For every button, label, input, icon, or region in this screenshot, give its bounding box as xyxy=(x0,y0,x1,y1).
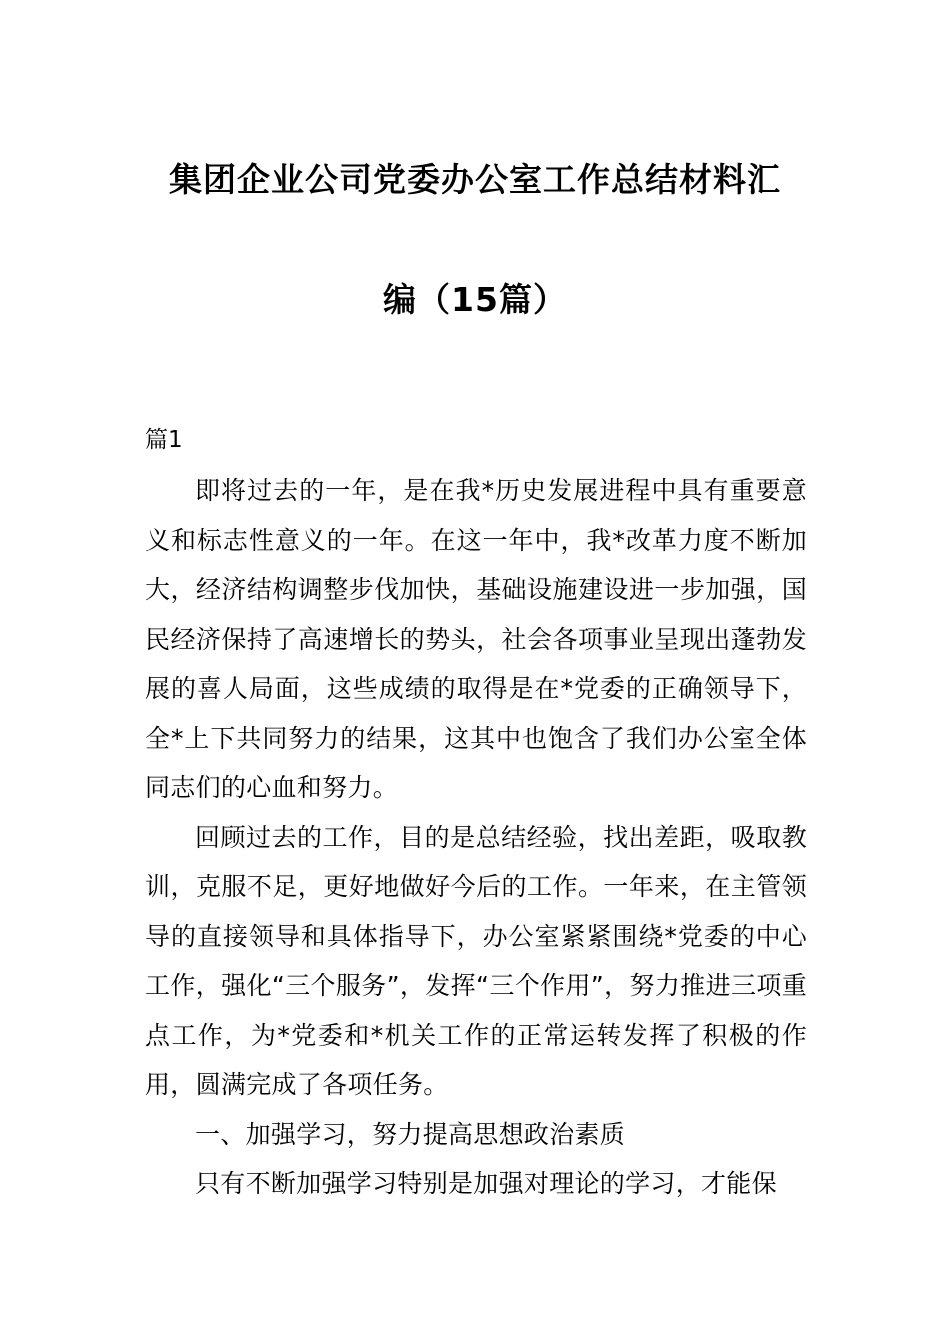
section-heading-learning: 一、加强学习，努力提高思想政治素质 xyxy=(195,1119,626,1149)
document-title-line-2: 编（15篇） xyxy=(383,280,567,319)
paragraph-learning: 只有不断加强学习特别是加强对理论的学习，才能保 xyxy=(195,1169,777,1198)
section-label: 篇1 xyxy=(145,427,183,453)
paragraph-intro: 即将过去的一年，是在我*历史发展进程中具有重要意义和标志性意义的一年。在这一年中，我*改革力度不断加大，经济结构调整步伐加快，基础设施建设进一步加强，国民经济保持了高速增长的势头，社会各项事业呈现出蓬勃发展的喜人局面，这些成绩的取得是在*党委的正确领导下，全*上下共同努力的结果，这其中也饱含了我们办公室全体同志们的心血和努力。 xyxy=(145,476,807,802)
paragraph-review: 回顾过去的工作，目的是总结经验，找出差距，吸取教训，克服不足，更好地做好今后的工作。一年来，在主管领导的直接领导和具体指导下，办公室紧紧围绕*党委的中心工作，强化“三个服务”，发挥“三个作用”，努力推进三项重点工作，为*党委和*机关工作的正常运转发挥了积极的作用，圆满完成了各项任务。 xyxy=(145,822,807,1099)
document-body xyxy=(145,466,807,1209)
document-title-line-1: 集团企业公司党委办公室工作总结材料汇 xyxy=(169,160,781,199)
